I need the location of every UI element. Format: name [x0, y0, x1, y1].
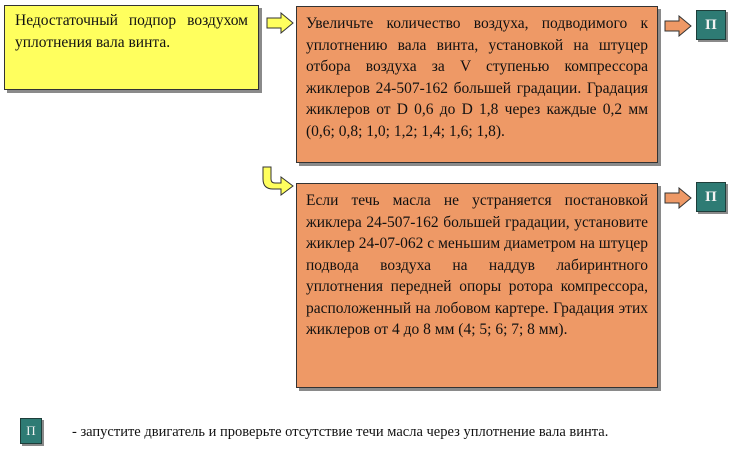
action-box-2	[296, 183, 658, 388]
arrow-right-icon	[664, 15, 692, 37]
legend-symbol: П	[20, 418, 42, 444]
condition-box	[4, 5, 259, 90]
action-box-1	[296, 6, 658, 163]
action-text-1: Увеличьте количество воздуха, подводимого к уплотнению вала винта, установкой на штуцер отбора воздуха за V ступенью компрессора жиклеров 24-507-162 большей градации. Градация жиклеров от D 0,6 до D 1,8 через каждые 0,2 мм (0,6; 0,8; 1,0; 1,2; 1,4; 1,6; 1,8).	[306, 15, 648, 140]
curved-arrow-icon	[260, 166, 296, 198]
action-text-2: Если течь масла не устраняется постановкой жиклера 24-507-162 большей градации, установите жиклер 24-07-062 с меньшим диаметром на штуцер подвода воздуха на наддув лабиринтного уплотнения передней опоры ротора компрессора, расположенный на лобовом картере. Градация этих жиклеров от 4 до 8 мм (4; 5; 6; 7; 8 мм).	[306, 192, 648, 338]
legend-text: - запустите двигатель и проверьте отсутствие течи масла через уплотнение вала винта.	[72, 424, 609, 440]
arrow-right-icon	[266, 12, 294, 34]
p-check-box-2: П	[696, 182, 726, 212]
arrow-right-icon	[664, 187, 692, 209]
p-check-box-1: П	[696, 10, 726, 40]
condition-text: Недостаточный подпор воздухом уплотнения вала винта.	[15, 12, 248, 51]
